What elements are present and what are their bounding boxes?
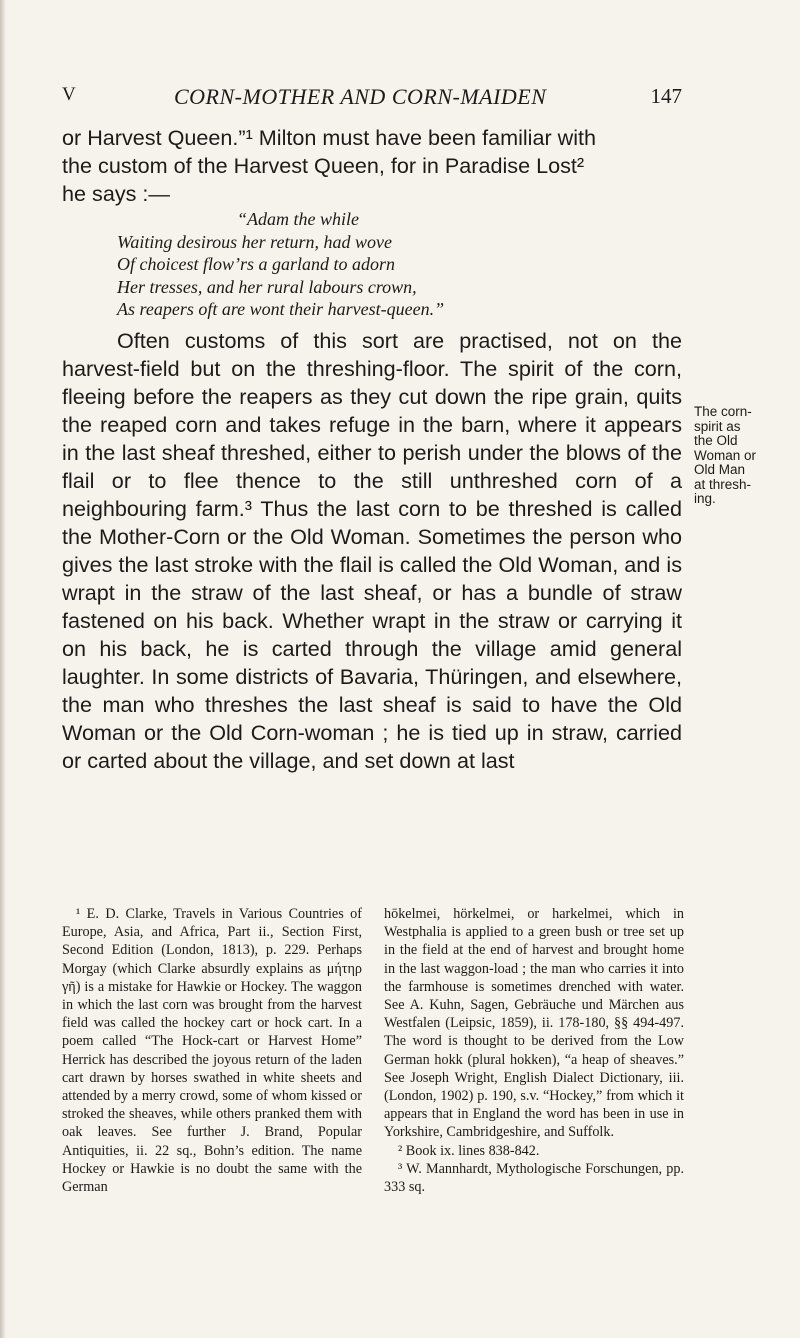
footnote-2: ² Book ix. lines 838-842.	[398, 1142, 540, 1159]
margin-line-1: The corn-	[694, 404, 752, 419]
main-text	[62, 124, 682, 775]
intro-line-3: he says :—	[62, 181, 171, 206]
margin-line-2: spirit as	[694, 418, 741, 434]
margin-line-4: Woman or	[694, 447, 757, 463]
paragraph-intro	[62, 124, 682, 208]
page-number: 147	[650, 84, 682, 108]
footnote-1: ¹ E. D. Clarke, Travels in Various Countries of Europe, Asia, and Africa, Part ii., Section First, Second Edition (London, 1813), p. 229. Perhaps Morgay (which Clarke absurdly explains as μήτηρ γῆ) is a mistake for Hawkie or Hockey. The waggon in which the last corn was brought from the harvest field was called the hockey cart or hock cart. In a poem called “The Hock-cart or Harvest Home” Herrick has described the joyous return of the laden cart drawn by horses swathed in white sheets and attended by a merry crowd, some of whom kissed or stroked the sheaves, while others pranked them with oak leaves. See further J. Brand, Popular Antiquities, ii. 22 sq., Bohn’s edition. The name Hockey or Hawkie is no doubt the same with the German	[62, 906, 362, 1196]
footnotes-left-column	[62, 905, 362, 1196]
running-title: CORN-MOTHER AND CORN-MAIDEN	[174, 84, 547, 109]
running-header	[62, 84, 682, 114]
margin-line-3: the Old	[694, 433, 738, 448]
margin-line-5: Old Man	[694, 462, 746, 477]
margin-line-6: at thresh-	[694, 476, 752, 492]
footnotes-right-column	[384, 905, 684, 1196]
verse-line-3: Of choicest flow’rs a garland to adorn	[117, 254, 395, 274]
verse-line-2: Waiting desirous her return, had wove	[117, 231, 392, 252]
margin-line-7: ing.	[694, 491, 716, 506]
marginal-note	[694, 405, 794, 507]
milton-quotation	[62, 208, 682, 321]
footnotes	[62, 905, 682, 1325]
footnote-3: ³ W. Mannhardt, Mythologische Forschungen, pp. 333 sq.	[384, 1160, 684, 1196]
paragraph-threshing: Often customs of this sort are practised, not on the harvest-field but on the threshing-floor. The spirit of the corn, fleeing before the reapers as they cut down the ripe grain, quits the reaped corn and takes refuge in the barn, where it appears in the last sheaf threshed, either to perish under the blows of the flail or to flee thence to the still unthreshed corn of a neighbouring farm.³ Thus the last corn to be threshed is called the Mother-Corn or the Old Woman. Sometimes the person who gives the last stroke with the flail is called the Old Woman, and is wrapt in the straw of the last sheaf, or has a bundle of straw fastened on his back. Whether wrapt in the straw or carrying it on his back, he is carted through the village amid general laughter. In some districts of Bavaria, Thüringen, and elsewhere, the man who threshes the last sheaf is said to have the Old Woman or the Old Corn-woman ; he is tied up in straw, carried or carted about the village, and set down at last	[62, 327, 682, 773]
intro-line-1: or Harvest Queen.”¹ Milton must have been familiar with	[62, 125, 597, 150]
page-spine-shadow	[0, 0, 6, 1338]
verse-line-1: “Adam the while	[237, 209, 359, 229]
intro-line-2: the custom of the Harvest Queen, for in Paradise Lost²	[62, 153, 585, 178]
chapter-number: V	[62, 84, 76, 105]
verse-line-4: Her tresses, and her rural labours crown,	[117, 276, 417, 297]
footnote-1-continued: hōkelmei, hörkelmei, or harkelmei, which in Westphalia is applied to a green bush or tree set up in the field at the end of harvest and brought home in the last waggon-load ; the man who carries it into the farmhouse is sometimes drenched with water. See A. Kuhn, Sagen, Gebräuche und Märchen aus Westfalen (Leipsic, 1859), ii. 178-180, §§ 494-497. The word is thought to be derived from the Low German hokk (plural hokken), “a heap of sheaves.” See Joseph Wright, English Dialect Dictionary, iii. (London, 1902) p. 190, s.v. “Hockey,” from which it appears that in England the word has been in use in Yorkshire, Cambridgeshire, and Suffolk.	[384, 906, 684, 1141]
verse-line-5: As reapers oft are wont their harvest-queen.”	[117, 299, 445, 319]
